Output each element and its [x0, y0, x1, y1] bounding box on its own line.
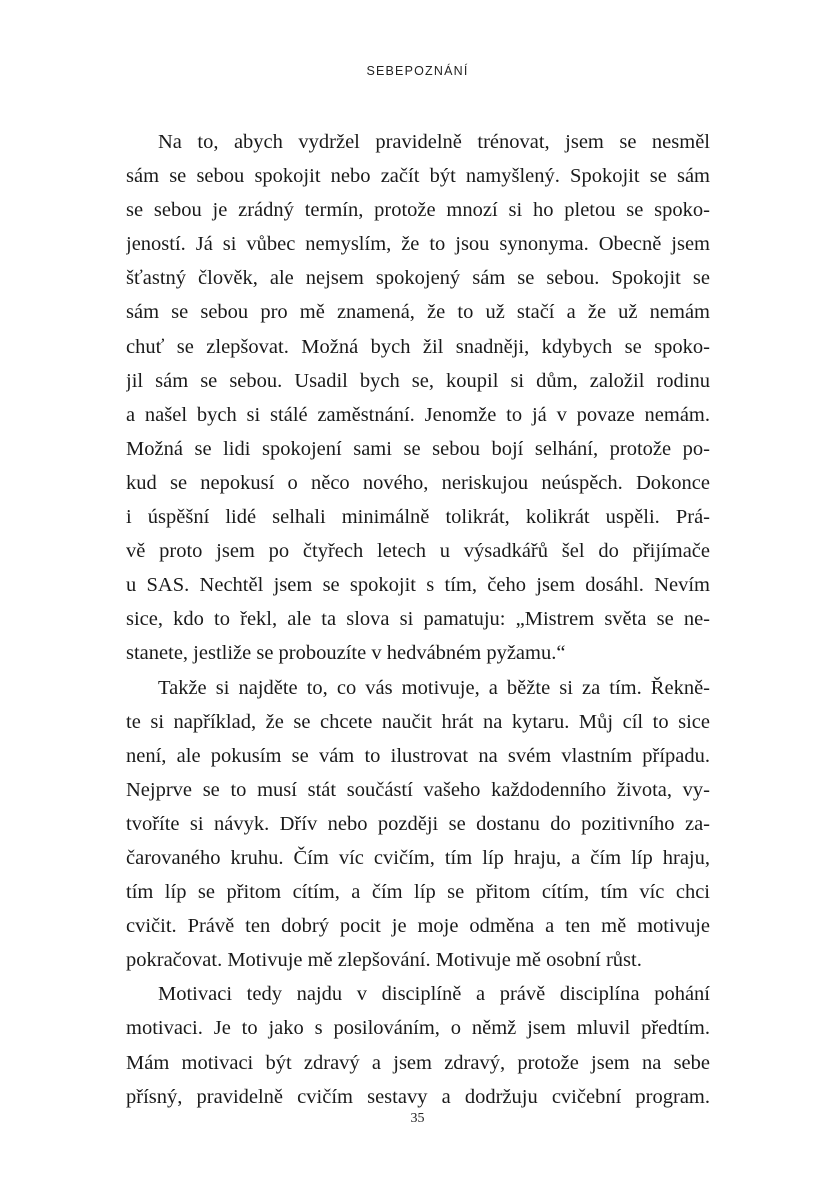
text-line: Mám motivaci být zdravý a jsem zdravý, protože jsem na sebe [126, 1051, 710, 1074]
page-number: 35 [410, 1111, 425, 1126]
text-line: tím líp se přitom cítím, a čím líp se přitom cítím, tím víc chci [126, 881, 710, 904]
text-line: Možná se lidi spokojení sami se sebou bojí selhání, protože po- [126, 437, 710, 460]
text-line: jeností. Já si vůbec nemyslím, že to jsou synonyma. Obecně jsem [126, 233, 710, 256]
paragraph-2 [126, 671, 710, 978]
text-line: stanete, jestliže se probouzíte v hedvábném pyžamu.“ [126, 642, 566, 665]
text-line: te si například, že se chcete naučit hrát na kytaru. Můj cíl to sice [126, 710, 710, 733]
text-line: motivaci. Je to jako s posilováním, o němž jsem mluvil předtím. [126, 1017, 710, 1040]
text-line: čarovaného kruhu. Čím víc cvičím, tím líp hraju, a čím líp hraju, [126, 846, 710, 869]
text-line: vě proto jsem po čtyřech letech u výsadkářů šel do přijímače [126, 540, 710, 563]
text-line: Na to, abych vydržel pravidelně trénovat, jsem se nesměl [158, 131, 710, 153]
text-line: sám se sebou spokojit nebo začít být namyšlený. Spokojit se sám [126, 165, 710, 188]
running-header: SEBEPOZNÁNÍ [366, 64, 469, 78]
body-text [126, 125, 710, 1114]
text-line: a našel bych si stálé zaměstnání. Jenomže to já v povaze nemám. [126, 403, 710, 426]
text-line: chuť se zlepšovat. Možná bych žil snadněji, kdybych se spoko- [126, 335, 710, 358]
text-line: jil sám se sebou. Usadil bych se, koupil si dům, založil rodinu [126, 369, 710, 392]
text-line: u SAS. Nechtěl jsem se spokojit s tím, čeho jsem dosáhl. Nevím [126, 574, 710, 597]
text-line: kud se nepokusí o něco nového, neriskujou neúspěch. Dokonce [126, 471, 710, 494]
paragraph-1 [126, 125, 710, 671]
text-line: pokračovat. Motivuje mě zlepšování. Motivuje mě osobní růst. [126, 949, 642, 972]
text-line: sám se sebou pro mě znamená, že to už stačí a že už nemám [126, 301, 710, 324]
text-line: šťastný člověk, ale nejsem spokojený sám se sebou. Spokojit se [126, 267, 710, 290]
text-line: není, ale pokusím se vám to ilustrovat na svém vlastním případu. [126, 744, 710, 767]
text-line: tvoříte si návyk. Dřív nebo později se dostanu do pozitivního za- [126, 812, 710, 835]
text-line: i úspěšní lidé selhali minimálně tolikrát, kolikrát uspěli. Prá- [126, 506, 710, 529]
text-line: Nejprve se to musí stát součástí vašeho každodenního života, vy- [126, 778, 710, 801]
text-line: Takže si najděte to, co vás motivuje, a běžte si za tím. Řekně- [158, 676, 710, 699]
text-line: Motivaci tedy najdu v disciplíně a právě disciplína pohání [158, 983, 710, 1006]
paragraph-3 [126, 977, 710, 1113]
text-line: se sebou je zrádný termín, protože mnozí si ho pletou se spoko- [126, 199, 710, 222]
text-line: cvičit. Právě ten dobrý pocit je moje odměna a ten mě motivuje [126, 915, 710, 938]
text-line: sice, kdo to řekl, ale ta slova si pamatuju: „Mistrem světa se ne- [126, 608, 710, 631]
text-line: přísný, pravidelně cvičím sestavy a dodržuju cvičební program. [126, 1085, 710, 1108]
